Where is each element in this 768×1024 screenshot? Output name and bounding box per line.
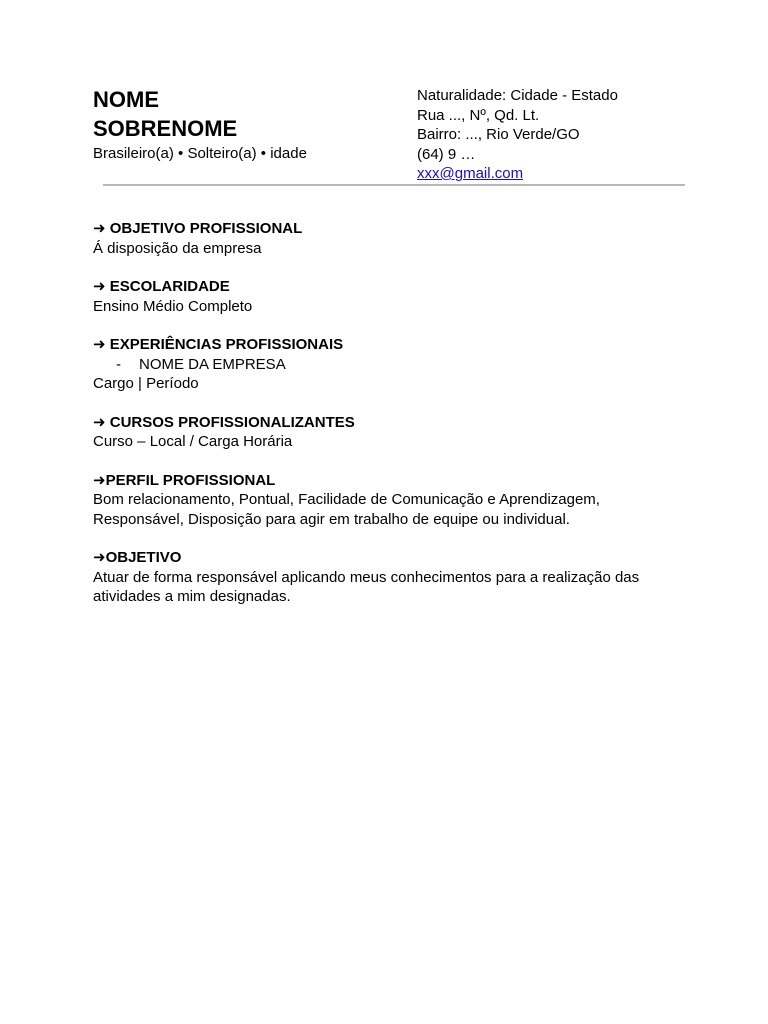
personal-info: Brasileiro(a) • Solteiro(a) • idade xyxy=(93,145,307,162)
section-heading xyxy=(93,471,683,491)
arrow-right-icon: ➜ xyxy=(93,471,106,489)
resume-body xyxy=(93,219,683,626)
contact-naturalidade: Naturalidade: Cidade - Estado xyxy=(417,87,618,104)
list-bullet: - xyxy=(116,355,121,373)
section-objetivo xyxy=(93,548,683,607)
section-text: Á disposição da empresa xyxy=(93,239,262,257)
section-cursos xyxy=(93,413,683,452)
section-heading xyxy=(93,277,683,297)
section-text-line: Atuar de forma responsável aplicando meus conhecimentos para a realização das xyxy=(93,568,640,586)
contact-address: Rua ..., Nº, Qd. Lt. xyxy=(417,106,540,124)
contact-neighborhood: Bairro: ..., Rio Verde/GO xyxy=(417,126,580,143)
section-text-line: Bom relacionamento, Pontual, Facilidade de Comunicação e Aprendizagem, xyxy=(93,491,600,508)
section-title: CURSOS PROFISSIONALIZANTES xyxy=(109,413,355,431)
section-title: OBJETIVO xyxy=(105,549,182,566)
section-text: Ensino Médio Completo xyxy=(93,297,253,315)
section-title: EXPERIÊNCIAS PROFISSIONAIS xyxy=(109,336,344,353)
last-name: SOBRENOME xyxy=(93,116,238,141)
contact-phone: (64) 9 … xyxy=(417,145,476,163)
section-perfil xyxy=(93,471,683,530)
first-name: NOME xyxy=(93,87,159,112)
section-text: Curso – Local / Carga Horária xyxy=(93,433,293,450)
section-text-line: Responsável, Disposição para agir em trabalho de equipe ou individual. xyxy=(93,510,570,528)
section-title: PERFIL PROFISSIONAL xyxy=(105,471,276,489)
section-title: ESCOLARIDADE xyxy=(109,278,230,295)
section-objetivo-profissional xyxy=(93,219,683,258)
company-name: NOME DA EMPRESA xyxy=(139,355,286,373)
section-heading xyxy=(93,335,683,355)
contact-info xyxy=(417,86,618,184)
section-heading xyxy=(93,219,683,239)
list-item xyxy=(93,355,683,375)
arrow-right-icon: ➜ xyxy=(93,336,106,353)
arrow-right-icon: ➜ xyxy=(93,278,106,295)
section-heading xyxy=(93,548,683,568)
section-text-line: atividades a mim designadas. xyxy=(93,588,291,605)
section-experiencias xyxy=(93,335,683,394)
section-text: Cargo | Período xyxy=(93,375,199,392)
header-divider xyxy=(103,184,685,186)
arrow-right-icon: ➜ xyxy=(93,413,106,431)
arrow-right-icon: ➜ xyxy=(93,549,106,566)
contact-email-link[interactable]: xxx@gmail.com xyxy=(417,165,524,182)
arrow-right-icon: ➜ xyxy=(93,220,106,237)
section-heading xyxy=(93,413,683,433)
section-escolaridade xyxy=(93,277,683,316)
section-title: OBJETIVO PROFISSIONAL xyxy=(109,220,303,237)
